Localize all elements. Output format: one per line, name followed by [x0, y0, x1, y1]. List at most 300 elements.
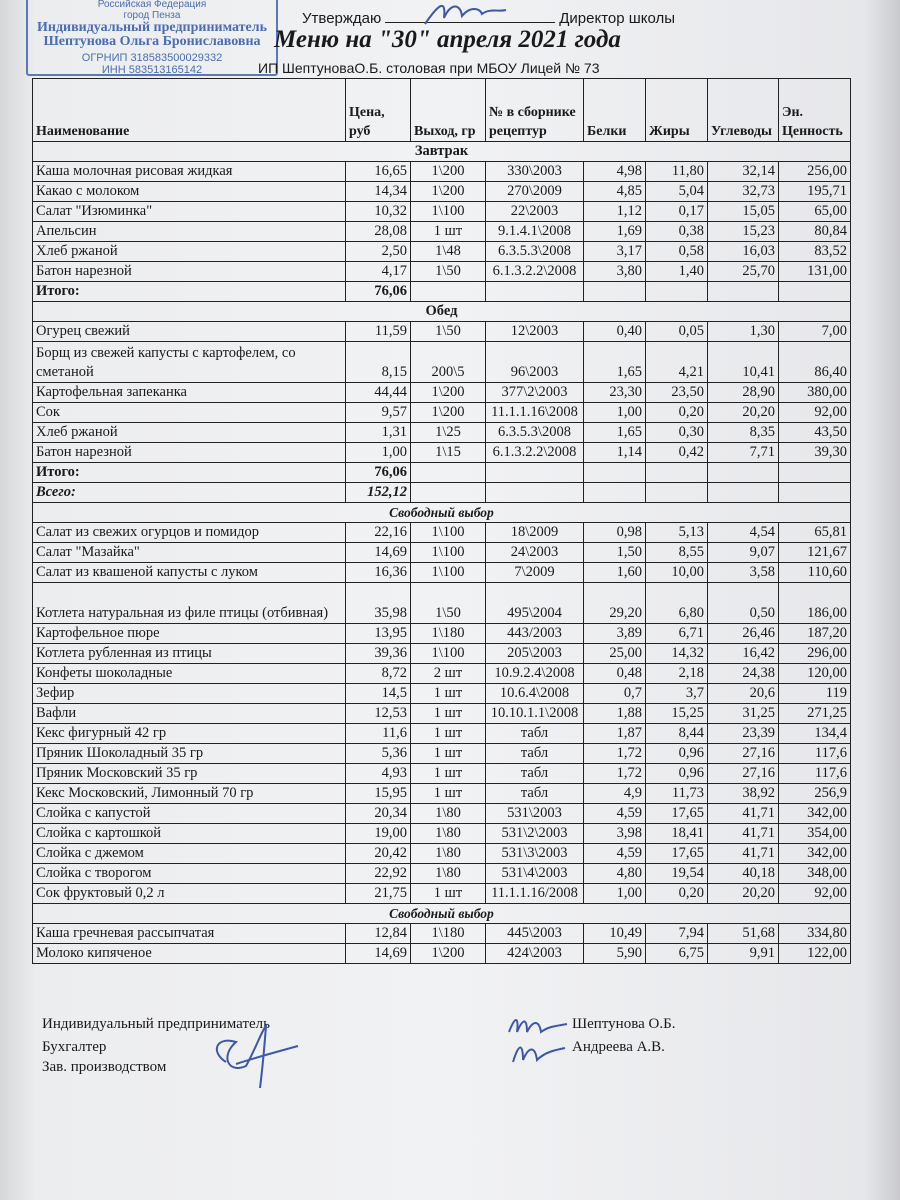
dish-energy: 348,00 — [779, 864, 851, 884]
dish-carbs: 10,41 — [708, 342, 779, 383]
dish-price: 19,00 — [346, 824, 411, 844]
dish-carbs: 9,07 — [708, 543, 779, 563]
dish-yield: 1 шт — [411, 704, 486, 724]
dish-price: 2,50 — [346, 242, 411, 262]
dish-fat: 15,25 — [646, 704, 708, 724]
dish-price: 35,98 — [346, 583, 411, 624]
table-row — [33, 884, 851, 904]
table-row — [33, 864, 851, 884]
dish-fat: 0,05 — [646, 322, 708, 342]
footer-entrepreneur: Индивидуальный предприниматель — [42, 1016, 270, 1032]
dish-carbs: 28,90 — [708, 383, 779, 403]
dish-name: Зефир — [33, 684, 346, 704]
dish-fat: 2,18 — [646, 664, 708, 684]
empty-cell — [584, 483, 646, 503]
dish-price: 15,95 — [346, 784, 411, 804]
table-row — [33, 543, 851, 563]
dish-price: 16,65 — [346, 162, 411, 182]
dish-recipe: 10.10.1.1\2008 — [486, 704, 584, 724]
dish-protein: 3,17 — [584, 242, 646, 262]
dish-recipe: 270\2009 — [486, 182, 584, 202]
dish-yield: 200\5 — [411, 342, 486, 383]
table-row — [33, 443, 851, 463]
dish-energy: 334,80 — [779, 924, 851, 944]
dish-protein: 1,72 — [584, 764, 646, 784]
dish-name: Батон нарезной — [33, 262, 346, 282]
dish-protein: 1,65 — [584, 342, 646, 383]
dish-recipe: 12\2003 — [486, 322, 584, 342]
dish-name: Каша гречневая рассыпчатая — [33, 924, 346, 944]
dish-recipe: 6.1.3.2.2\2008 — [486, 262, 584, 282]
dish-energy: 7,00 — [779, 322, 851, 342]
dish-energy: 110,60 — [779, 563, 851, 583]
dish-fat: 6,71 — [646, 624, 708, 644]
dish-protein: 1,65 — [584, 423, 646, 443]
dish-energy: 131,00 — [779, 262, 851, 282]
col-price: Цена, руб — [346, 79, 411, 142]
dish-energy: 65,00 — [779, 202, 851, 222]
dish-yield: 1\200 — [411, 182, 486, 202]
table-row — [33, 423, 851, 443]
section-title: Свободный выбор — [33, 503, 851, 523]
dish-protein: 4,9 — [584, 784, 646, 804]
dish-name: Салат из квашеной капусты с луком — [33, 563, 346, 583]
dish-price: 10,32 — [346, 202, 411, 222]
dish-energy: 271,25 — [779, 704, 851, 724]
dish-energy: 342,00 — [779, 804, 851, 824]
table-row — [33, 403, 851, 423]
dish-name: Хлеб ржаной — [33, 242, 346, 262]
dish-name: Молоко кипяченое — [33, 944, 346, 964]
dish-energy: 354,00 — [779, 824, 851, 844]
dish-energy: 83,52 — [779, 242, 851, 262]
empty-cell — [646, 463, 708, 483]
dish-energy: 92,00 — [779, 884, 851, 904]
dish-name: Хлеб ржаной — [33, 423, 346, 443]
dish-carbs: 20,20 — [708, 884, 779, 904]
empty-cell — [411, 282, 486, 302]
dish-yield: 1\200 — [411, 383, 486, 403]
dish-price: 9,57 — [346, 403, 411, 423]
dish-fat: 8,55 — [646, 543, 708, 563]
dish-name: Конфеты шоколадные — [33, 664, 346, 684]
empty-cell — [486, 483, 584, 503]
dish-recipe: 11.1.1.16/2008 — [486, 884, 584, 904]
dish-name: Сок фруктовый 0,2 л — [33, 884, 346, 904]
table-row — [33, 242, 851, 262]
dish-protein: 1,00 — [584, 403, 646, 423]
dish-name: Пряник Московский 35 гр — [33, 764, 346, 784]
total-label: Итого: — [33, 463, 346, 483]
dish-protein: 4,85 — [584, 182, 646, 202]
dish-price: 20,34 — [346, 804, 411, 824]
dish-carbs: 27,16 — [708, 764, 779, 784]
dish-name: Котлета рубленная из птицы — [33, 644, 346, 664]
dish-energy: 296,00 — [779, 644, 851, 664]
dish-price: 14,69 — [346, 944, 411, 964]
dish-carbs: 0,50 — [708, 583, 779, 624]
dish-name: Кекс фигурный 42 гр — [33, 724, 346, 744]
dish-protein: 0,48 — [584, 664, 646, 684]
table-row — [33, 624, 851, 644]
col-name: Наименование — [33, 79, 346, 142]
dish-recipe: 330\2003 — [486, 162, 584, 182]
page-subtitle: ИП ШептуноваО.Б. столовая при МБОУ Лицей № 73 — [258, 60, 600, 76]
dish-yield: 1 шт — [411, 684, 486, 704]
table-row — [33, 684, 851, 704]
dish-name: Пряник Шоколадный 35 гр — [33, 744, 346, 764]
dish-energy: 65,81 — [779, 523, 851, 543]
empty-cell — [779, 463, 851, 483]
dish-carbs: 32,73 — [708, 182, 779, 202]
dish-yield: 1\180 — [411, 924, 486, 944]
dish-fat: 0,20 — [646, 403, 708, 423]
table-row — [33, 563, 851, 583]
table-row — [33, 182, 851, 202]
dish-name: Котлета натуральная из филе птицы (отбивная) — [33, 583, 346, 624]
manager-signature — [206, 1022, 302, 1092]
dish-carbs: 7,71 — [708, 443, 779, 463]
footer-accountant: Бухгалтер — [42, 1039, 107, 1055]
table-row — [33, 704, 851, 724]
empty-cell — [411, 463, 486, 483]
menu-table — [32, 78, 851, 964]
dish-price: 20,42 — [346, 844, 411, 864]
table-row — [33, 924, 851, 944]
stamp-line: Шептунова Ольга Брониславовна — [43, 34, 261, 49]
dish-carbs: 16,03 — [708, 242, 779, 262]
dish-price: 12,84 — [346, 924, 411, 944]
dish-fat: 0,20 — [646, 884, 708, 904]
section-row — [33, 503, 851, 523]
dish-name: Слойка с джемом — [33, 844, 346, 864]
empty-cell — [486, 463, 584, 483]
table-row — [33, 222, 851, 242]
dish-fat: 7,94 — [646, 924, 708, 944]
dish-carbs: 3,58 — [708, 563, 779, 583]
dish-fat: 0,42 — [646, 443, 708, 463]
dish-name: Картофельное пюре — [33, 624, 346, 644]
footer-name-2: Андреева А.В. — [572, 1039, 665, 1055]
dish-protein: 4,80 — [584, 864, 646, 884]
dish-price: 21,75 — [346, 884, 411, 904]
stamp-line: ОГРНИП 318583500029332 — [81, 52, 223, 64]
director-signature — [420, 0, 510, 28]
dish-recipe: 10.6.4\2008 — [486, 684, 584, 704]
section-row — [33, 302, 851, 322]
dish-fat: 0,96 — [646, 744, 708, 764]
table-row — [33, 162, 851, 182]
dish-energy: 80,84 — [779, 222, 851, 242]
dish-yield: 1\80 — [411, 824, 486, 844]
dish-protein: 0,98 — [584, 523, 646, 543]
dish-protein: 3,98 — [584, 824, 646, 844]
dish-protein: 4,59 — [584, 804, 646, 824]
dish-recipe: 6.3.5.3\2008 — [486, 423, 584, 443]
empty-cell — [486, 282, 584, 302]
dish-protein: 1,88 — [584, 704, 646, 724]
col-protein: Белки — [584, 79, 646, 142]
dish-energy: 187,20 — [779, 624, 851, 644]
dish-energy: 256,9 — [779, 784, 851, 804]
table-row — [33, 523, 851, 543]
dish-energy: 380,00 — [779, 383, 851, 403]
stamp-line: ИНН 583513165142 — [101, 64, 203, 76]
menu-body — [33, 142, 851, 964]
dish-price: 1,31 — [346, 423, 411, 443]
table-row — [33, 724, 851, 744]
section-title: Завтрак — [33, 142, 851, 162]
col-energy: Эн. Ценность — [779, 79, 851, 142]
total-row — [33, 463, 851, 483]
dish-fat: 3,7 — [646, 684, 708, 704]
dish-energy: 256,00 — [779, 162, 851, 182]
dish-name: Какао с молоком — [33, 182, 346, 202]
director-label: Директор школы — [559, 10, 676, 27]
stamp-line: Индивидуальный предприниматель — [36, 20, 267, 35]
dish-yield: 1\80 — [411, 844, 486, 864]
dish-price: 14,5 — [346, 684, 411, 704]
dish-protein: 1,50 — [584, 543, 646, 563]
dish-yield: 1\180 — [411, 624, 486, 644]
table-row — [33, 944, 851, 964]
dish-price: 4,17 — [346, 262, 411, 282]
dish-price: 5,36 — [346, 744, 411, 764]
dish-fat: 1,40 — [646, 262, 708, 282]
dish-name: Апельсин — [33, 222, 346, 242]
dish-yield: 1\200 — [411, 944, 486, 964]
dish-yield: 1\80 — [411, 864, 486, 884]
dish-carbs: 41,71 — [708, 844, 779, 864]
dish-carbs: 24,38 — [708, 664, 779, 684]
dish-protein: 1,72 — [584, 744, 646, 764]
dish-fat: 0,30 — [646, 423, 708, 443]
col-fat: Жиры — [646, 79, 708, 142]
dish-carbs: 4,54 — [708, 523, 779, 543]
dish-carbs: 27,16 — [708, 744, 779, 764]
approve-label: Утверждаю — [302, 10, 382, 27]
dish-yield: 2 шт — [411, 664, 486, 684]
dish-energy: 43,50 — [779, 423, 851, 443]
dish-fat: 6,80 — [646, 583, 708, 624]
table-row — [33, 342, 851, 383]
dish-name: Огурец свежий — [33, 322, 346, 342]
dish-energy: 117,6 — [779, 744, 851, 764]
dish-energy: 195,71 — [779, 182, 851, 202]
dish-yield: 1\200 — [411, 403, 486, 423]
dish-name: Салат "Мазайка" — [33, 543, 346, 563]
dish-price: 8,15 — [346, 342, 411, 383]
empty-cell — [584, 463, 646, 483]
stamp-line: город Пенза — [123, 10, 181, 21]
dish-protein: 4,98 — [584, 162, 646, 182]
dish-price: 14,34 — [346, 182, 411, 202]
dish-yield: 1\25 — [411, 423, 486, 443]
dish-carbs: 16,42 — [708, 644, 779, 664]
dish-yield: 1\50 — [411, 583, 486, 624]
dish-energy: 39,30 — [779, 443, 851, 463]
dish-price: 22,16 — [346, 523, 411, 543]
empty-cell — [646, 483, 708, 503]
dish-recipe: табл — [486, 784, 584, 804]
dish-energy: 120,00 — [779, 664, 851, 684]
dish-fat: 18,41 — [646, 824, 708, 844]
owner-signature — [505, 1012, 575, 1070]
table-row — [33, 262, 851, 282]
total-price: 152,12 — [346, 483, 411, 503]
header-row — [33, 79, 851, 142]
dish-recipe: 531\3\2003 — [486, 844, 584, 864]
dish-carbs: 32,14 — [708, 162, 779, 182]
dish-fat: 5,04 — [646, 182, 708, 202]
dish-carbs: 8,35 — [708, 423, 779, 443]
dish-fat: 0,58 — [646, 242, 708, 262]
dish-price: 11,6 — [346, 724, 411, 744]
dish-energy: 342,00 — [779, 844, 851, 864]
table-row — [33, 764, 851, 784]
dish-yield: 1\50 — [411, 262, 486, 282]
dish-yield: 1\80 — [411, 804, 486, 824]
dish-recipe: 22\2003 — [486, 202, 584, 222]
table-row — [33, 583, 851, 624]
dish-fat: 0,38 — [646, 222, 708, 242]
dish-protein: 10,49 — [584, 924, 646, 944]
dish-yield: 1\200 — [411, 162, 486, 182]
dish-energy: 86,40 — [779, 342, 851, 383]
table-row — [33, 322, 851, 342]
dish-yield: 1\48 — [411, 242, 486, 262]
dish-price: 16,36 — [346, 563, 411, 583]
dish-protein: 0,40 — [584, 322, 646, 342]
dish-fat: 17,65 — [646, 804, 708, 824]
dish-recipe: табл — [486, 724, 584, 744]
dish-name: Слойка с творогом — [33, 864, 346, 884]
total-row — [33, 282, 851, 302]
dish-price: 13,95 — [346, 624, 411, 644]
dish-protein: 4,59 — [584, 844, 646, 864]
dish-yield: 1 шт — [411, 744, 486, 764]
dish-carbs: 51,68 — [708, 924, 779, 944]
dish-recipe: 424\2003 — [486, 944, 584, 964]
dish-protein: 1,69 — [584, 222, 646, 242]
dish-fat: 6,75 — [646, 944, 708, 964]
dish-recipe: 531\4\2003 — [486, 864, 584, 884]
dish-recipe: 377\2\2003 — [486, 383, 584, 403]
dish-protein: 0,7 — [584, 684, 646, 704]
dish-yield: 1\100 — [411, 644, 486, 664]
dish-energy: 92,00 — [779, 403, 851, 423]
dish-fat: 17,65 — [646, 844, 708, 864]
dish-price: 8,72 — [346, 664, 411, 684]
dish-yield: 1 шт — [411, 764, 486, 784]
dish-carbs: 1,30 — [708, 322, 779, 342]
total-price: 76,06 — [346, 463, 411, 483]
dish-name: Салат "Изюминка" — [33, 202, 346, 222]
page-title: Меню на "30" апреля 2021 года — [274, 26, 621, 53]
dish-energy: 134,4 — [779, 724, 851, 744]
dish-yield: 1\15 — [411, 443, 486, 463]
dish-protein: 1,87 — [584, 724, 646, 744]
col-carbs: Углеводы — [708, 79, 779, 142]
dish-name: Борщ из свежей капусты с картофелем, со сметаной — [33, 342, 346, 383]
table-row — [33, 202, 851, 222]
table-row — [33, 744, 851, 764]
dish-carbs: 26,46 — [708, 624, 779, 644]
dish-carbs: 41,71 — [708, 804, 779, 824]
dish-recipe: 445\2003 — [486, 924, 584, 944]
dish-recipe: 495\2004 — [486, 583, 584, 624]
dish-recipe: 96\2003 — [486, 342, 584, 383]
dish-fat: 4,21 — [646, 342, 708, 383]
dish-recipe: 11.1.1.16\2008 — [486, 403, 584, 423]
empty-cell — [584, 282, 646, 302]
dish-energy: 119 — [779, 684, 851, 704]
dish-recipe: табл — [486, 744, 584, 764]
dish-carbs: 15,23 — [708, 222, 779, 242]
table-row — [33, 804, 851, 824]
dish-price: 28,08 — [346, 222, 411, 242]
dish-fat: 11,80 — [646, 162, 708, 182]
dish-protein: 1,14 — [584, 443, 646, 463]
dish-name: Кекс Московский, Лимонный 70 гр — [33, 784, 346, 804]
total-label: Всего: — [33, 483, 346, 503]
dish-energy: 122,00 — [779, 944, 851, 964]
dish-recipe: 6.1.3.2.2\2008 — [486, 443, 584, 463]
dish-price: 11,59 — [346, 322, 411, 342]
dish-recipe: 531\2003 — [486, 804, 584, 824]
dish-name: Слойка с капустой — [33, 804, 346, 824]
dish-yield: 1\100 — [411, 523, 486, 543]
dish-protein: 29,20 — [584, 583, 646, 624]
dish-price: 22,92 — [346, 864, 411, 884]
dish-carbs: 41,71 — [708, 824, 779, 844]
table-row — [33, 844, 851, 864]
dish-recipe: 205\2003 — [486, 644, 584, 664]
empty-cell — [708, 463, 779, 483]
dish-carbs: 25,70 — [708, 262, 779, 282]
dish-name: Слойка с картошкой — [33, 824, 346, 844]
empty-cell — [708, 483, 779, 503]
dish-yield: 1 шт — [411, 222, 486, 242]
empty-cell — [708, 282, 779, 302]
dish-protein: 23,30 — [584, 383, 646, 403]
dish-protein: 25,00 — [584, 644, 646, 664]
dish-recipe: 9.1.4.1\2008 — [486, 222, 584, 242]
dish-price: 39,36 — [346, 644, 411, 664]
dish-name: Сок — [33, 403, 346, 423]
total-price: 76,06 — [346, 282, 411, 302]
dish-carbs: 23,39 — [708, 724, 779, 744]
dish-name: Каша молочная рисовая жидкая — [33, 162, 346, 182]
table-row — [33, 664, 851, 684]
dish-yield: 1\100 — [411, 543, 486, 563]
col-yield: Выход, гр — [411, 79, 486, 142]
dish-recipe: табл — [486, 764, 584, 784]
col-recipe: № в сборнике рецептур — [486, 79, 584, 142]
dish-price: 12,53 — [346, 704, 411, 724]
dish-name: Салат из свежих огурцов и помидор — [33, 523, 346, 543]
table-row — [33, 824, 851, 844]
dish-price: 4,93 — [346, 764, 411, 784]
empty-cell — [779, 282, 851, 302]
dish-protein: 3,89 — [584, 624, 646, 644]
total-row — [33, 483, 851, 503]
dish-fat: 8,44 — [646, 724, 708, 744]
dish-protein: 1,12 — [584, 202, 646, 222]
stamp-line: Российская Федерация — [97, 0, 207, 10]
section-row — [33, 904, 851, 924]
dish-carbs: 15,05 — [708, 202, 779, 222]
